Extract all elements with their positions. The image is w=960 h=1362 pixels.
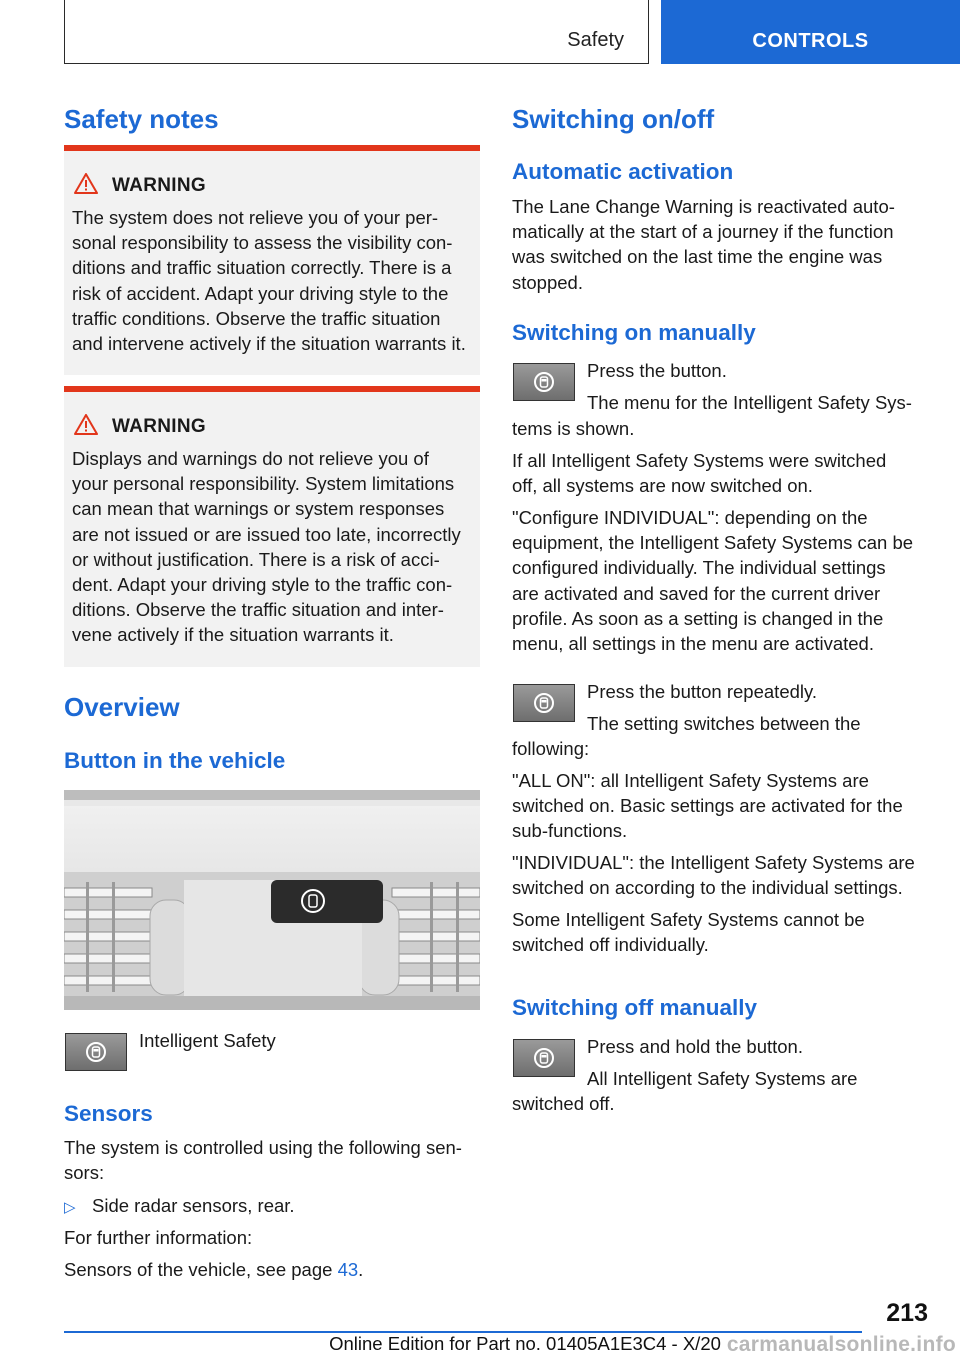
button-in-vehicle-title: Button in the vehicle [64, 748, 286, 773]
header-tab-controls[interactable] [661, 0, 960, 64]
warning-header [74, 173, 206, 199]
warning-text-2: Displays and warnings do not relieve you of your personal responsibility. System limitations can mean that warnings or system responses are not issued or are issued too late, incorrectly or without justification. There is a risk of acci- dent. Adapt your driving style to the traffic con- ditions. Observe the traffic situation and inter- vene actively if the situation warrants it. [72, 448, 461, 646]
watermark: carmanualsonline.info [726, 1333, 956, 1356]
press-repeatedly-text: Press the button repeatedly. [587, 681, 818, 702]
warning-triangle-icon [74, 414, 98, 440]
automatic-activation-text: The Lane Change Warning is reactivated auto- matically at the start of a journey if the function was switched on the last time the engine was stopped. [512, 196, 895, 293]
intelligent-safety-button-image [513, 684, 575, 722]
switching-on-manually-title: Switching on manually [512, 320, 756, 345]
menu-shown-text-2: tems is shown. [512, 418, 635, 439]
header-section-title: Safety [567, 29, 624, 51]
page-43-link[interactable]: 43 [337, 1259, 359, 1280]
header-section-box [64, 0, 649, 64]
footer-edition: Online Edition for Part no. 01405A1E3C4 - X/20 [329, 1333, 721, 1354]
automatic-activation-title: Automatic activation [512, 159, 734, 184]
setting-switches-text-2: following: [512, 738, 590, 759]
warning-title: WARNING [112, 416, 206, 437]
sensors-title: Sensors [64, 1101, 153, 1126]
all-switched-off-text-1: All Intelligent Safety Systems are [587, 1068, 858, 1089]
all-switched-off-text-2: switched off. [512, 1093, 615, 1114]
intelligent-safety-button-image [513, 1039, 575, 1077]
individual-text: "INDIVIDUAL": the Intelligent Safety Systems are switched on according to the individual settings. [512, 852, 915, 899]
button-caption: Intelligent Safety [139, 1030, 276, 1051]
further-info-text: For further information: [64, 1227, 253, 1248]
press-button-text: Press the button. [587, 360, 727, 381]
press-and-hold-text: Press and hold the button. [587, 1036, 803, 1057]
overview-title: Overview [64, 692, 180, 722]
configure-individual-text: "Configure INDIVIDUAL": depending on the equipment, the Intelligent Safety Systems can be configured individually. The individual settings are activated and saved for the current driver profile. As soon as a setting is changed in the menu, all settings in the menu are activated. [512, 507, 914, 655]
setting-switches-text-1: The setting switches between the [587, 713, 861, 734]
sensors-description: The system is controlled using the following sen- sors: [64, 1137, 462, 1184]
intelligent-safety-icon [533, 692, 555, 714]
page-number: 213 [886, 1299, 928, 1327]
all-off-text: If all Intelligent Safety Systems were switched off, all systems are now switched on. [512, 450, 887, 497]
warning-header [74, 414, 206, 440]
bullet-triangle-icon: ▷ [64, 1199, 76, 1216]
intelligent-safety-icon [533, 371, 555, 393]
menu-shown-text-1: The menu for the Intelligent Safety Sys- [587, 392, 912, 413]
intelligent-safety-button-image [513, 363, 575, 401]
warning-bar [64, 386, 480, 392]
vehicle-button-photo [64, 790, 480, 1010]
warning-text-1: The system does not relieve you of your per- sonal responsibility to assess the visibility con- ditions and traffic situation correctly. There is a risk of accident. Adapt your driving style to the traffic conditions. Observe the traffic situation and intervene actively if the situation warrants it. [72, 207, 466, 355]
warning-box-2 [64, 386, 480, 667]
sensor-list-item: ▷ Side radar sensors, rear. [64, 1193, 295, 1220]
warning-box-1 [64, 145, 480, 375]
safety-notes-title: Safety notes [64, 104, 219, 134]
header-tab-label: CONTROLS [752, 30, 869, 52]
intelligent-safety-icon [85, 1041, 107, 1063]
warning-title: WARNING [112, 175, 206, 196]
sensors-page-reference: Sensors of the vehicle, see page 43. [64, 1259, 364, 1280]
intelligent-safety-button-image [65, 1033, 127, 1071]
all-on-text: "ALL ON": all Intelligent Safety Systems are switched on. Basic settings are activated for the sub-functions. [512, 770, 903, 842]
warning-triangle-icon [74, 173, 98, 199]
some-systems-text: Some Intelligent Safety Systems cannot be switched off individually. [512, 909, 865, 956]
switching-on-off-title: Switching on/off [512, 104, 715, 134]
warning-bar [64, 145, 480, 151]
switching-off-manually-title: Switching off manually [512, 995, 758, 1020]
intelligent-safety-icon [533, 1047, 555, 1069]
